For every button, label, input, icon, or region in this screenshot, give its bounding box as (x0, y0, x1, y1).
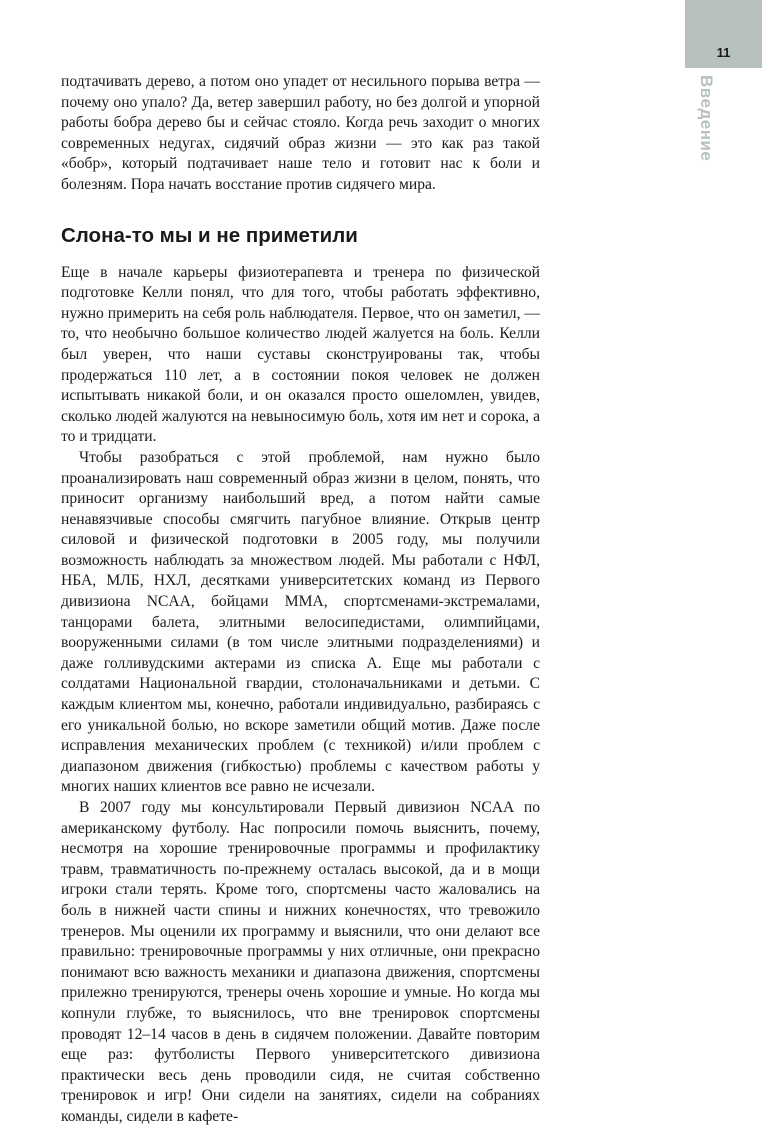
page-number: 11 (716, 45, 731, 60)
page-number-tab (685, 0, 762, 68)
chapter-label: Введение (697, 75, 716, 162)
paragraph-intro: подтачивать дерево, а потом оно упадет от несильного порыва ветра — почему оно упало? Да, ветер завершил работу, но без долгой и упорной работы бобра дерево бы и сейчас стояло. Когда речь заходит о многих современных недугах, сидячий образ жизни — это как раз такой «бобр», который подтачивает наше тело и готовит нас к боли и болезням. Пора начать восстание против сидячего мира. (61, 73, 540, 193)
page-body (61, 72, 540, 1128)
paragraph-3: В 2007 году мы консультировали Первый дивизион NCAA по американскому футболу. Нас попросили помочь выяснить, почему, несмотря на хорошие тренировочные программы и профилактику травм, травматичность по-прежнему осталась высокой, да и в мощи игроки стали терять. Кроме того, спортсмены часто жаловались на боль в нижней части спины и нижних конечностях, что тревожило тренеров. Мы оценили их программу и выяснили, что они делают все правильно: тренировочные программы у них отличные, они прекрасно понимают всю важность механики и диапазона движения, спортсмены прилежно тренируются, тренеры очень хорошие и умные. Но когда мы копнули глубже, то выяснилось, что вне тренировок спортсмены проводят 12–14 часов в день в сидячем положении. Давайте повторим еще раз: футболисты Первого университетского дивизиона практически весь день проводили сидя, не считая собственно тренировок и игр! Они сидели на занятиях, сидели на собраниях команды, сидели в кафете- (61, 799, 540, 1125)
paragraph-2: Чтобы разобраться с этой проблемой, нам нужно было проанализировать наш современный образ жизни в целом, понять, что приносит организму наибольший вред, а потом найти самые ненавязчивые способы смягчить пагубное влияние. Открыв центр силовой и физической подготовки в 2005 году, мы получили возможность наблюдать за множеством людей. Мы работали с НФЛ, НБА, МЛБ, НХЛ, десятками университетских команд из Первого дивизиона NCAA, бойцами ММА, спортсменами-экстремалами, танцорами балета, элитными велосипедистами, олимпийцами, вооруженными силами (в том числе элитными подразделениями) и даже голливудскими актерами из списка А. Еще мы работали с солдатами Национальной гвардии, столоначальниками и детьми. С каждым клиентом мы, конечно, работали индивидуально, разбираясь с его уникальной болью, но вскоре заметили общий мотив. Даже после исправления механических проблем (с техникой) и/или проблем с диапазоном движения (гибкостью) проблемы с качеством работы у многих наших клиентов все равно не исчезали. (61, 448, 540, 796)
section-heading: Слона-то мы и не приметили (61, 223, 358, 247)
paragraph-1: Еще в начале карьеры физиотерапевта и тренера по физической подготовке Келли понял, что для того, чтобы работать эффективно, нужно примерить на себя роль наблюдателя. Первое, что он заметил, — то, что необычно большое количество людей жалуется на боль. Келли был уверен, что наши суставы сконструированы так, чтобы продержаться 110 лет, а в состоянии покоя человек не должен испытывать никакой боли, и он оказался просто ошеломлен, увидев, сколько людей жалуются на невыносимую боль, хотя им нет и сорока, а то и тридцати. (61, 263, 540, 446)
